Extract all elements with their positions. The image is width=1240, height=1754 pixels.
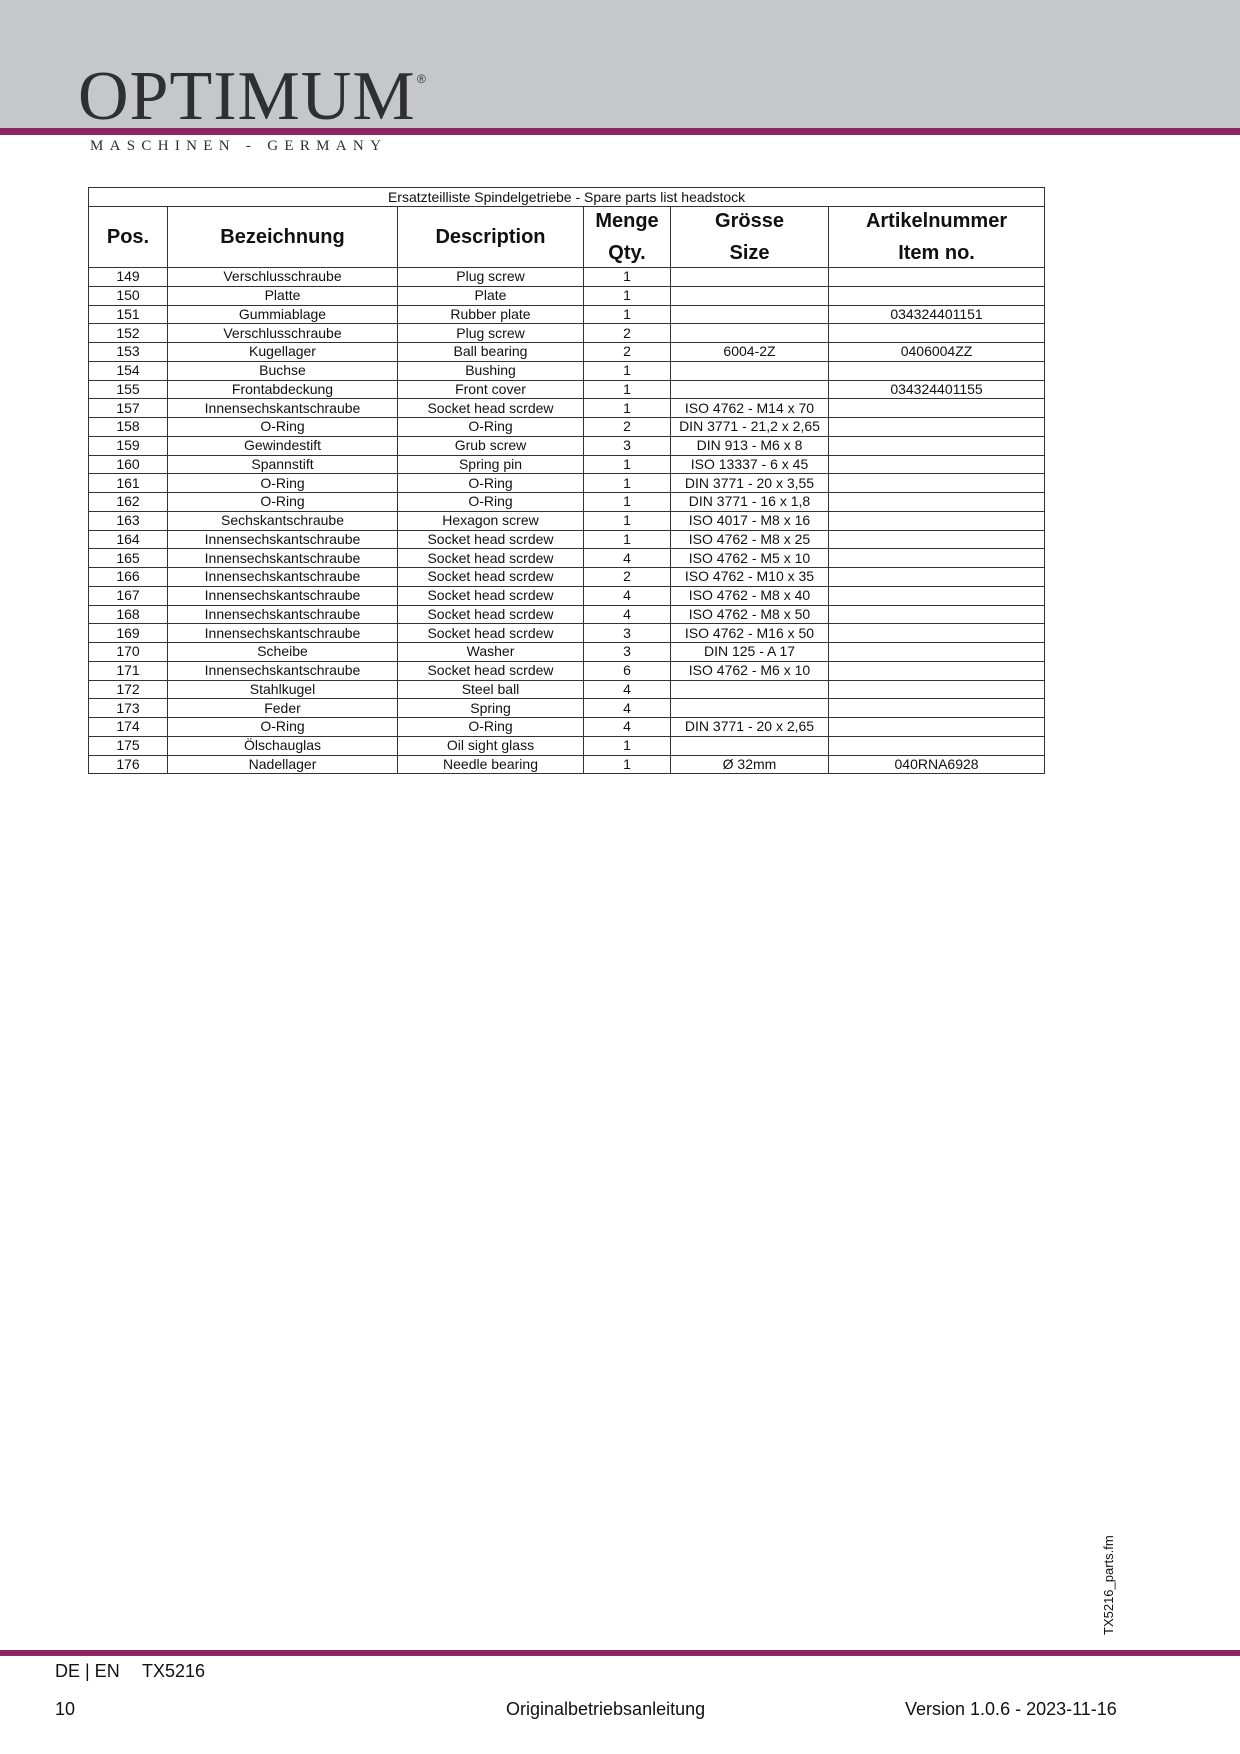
cell-size [671,699,829,718]
cell-item [829,530,1045,549]
cell-pos: 155 [89,380,168,399]
cell-bezeichnung: Gewindestift [168,436,398,455]
cell-bezeichnung: Buchse [168,361,398,380]
cell-qty: 1 [584,380,671,399]
header-item-number [829,207,1045,268]
footer-languages: DE | EN [55,1661,120,1681]
cell-size: ISO 4762 - M5 x 10 [671,549,829,568]
cell-qty: 2 [584,343,671,362]
cell-bezeichnung: Stahlkugel [168,680,398,699]
cell-item [829,643,1045,662]
cell-bezeichnung: Verschlusschraube [168,268,398,287]
cell-size: ISO 4762 - M14 x 70 [671,399,829,418]
cell-description: Socket head scrdew [398,549,584,568]
cell-description: O-Ring [398,493,584,512]
cell-item [829,268,1045,287]
table-row [89,455,1045,474]
cell-bezeichnung: Gummiablage [168,305,398,324]
cell-bezeichnung: O-Ring [168,474,398,493]
cell-qty: 2 [584,568,671,587]
cell-bezeichnung: O-Ring [168,493,398,512]
table-row [89,736,1045,755]
cell-item: 040RNA6928 [829,755,1045,774]
cell-item [829,680,1045,699]
cell-size: ISO 4762 - M8 x 40 [671,586,829,605]
cell-description: Washer [398,643,584,662]
table-row [89,661,1045,680]
cell-size: DIN 3771 - 21,2 x 2,65 [671,418,829,437]
cell-description: Spring pin [398,455,584,474]
header-size-en: Size [729,242,770,264]
cell-size: DIN 3771 - 20 x 2,65 [671,718,829,737]
cell-pos: 152 [89,324,168,343]
table-row [89,436,1045,455]
cell-pos: 167 [89,586,168,605]
cell-description: Socket head scrdew [398,399,584,418]
cell-size [671,361,829,380]
cell-description: O-Ring [398,718,584,737]
cell-pos: 154 [89,361,168,380]
cell-qty: 6 [584,661,671,680]
cell-bezeichnung: Frontabdeckung [168,380,398,399]
table-row [89,568,1045,587]
cell-size: ISO 4762 - M8 x 50 [671,605,829,624]
table-row [89,418,1045,437]
cell-pos: 166 [89,568,168,587]
cell-pos: 175 [89,736,168,755]
table-row [89,549,1045,568]
cell-bezeichnung: O-Ring [168,418,398,437]
cell-bezeichnung: Verschlusschraube [168,324,398,343]
cell-size: DIN 125 - A 17 [671,643,829,662]
header-pos: Pos. [89,207,168,268]
cell-size: ISO 4762 - M6 x 10 [671,661,829,680]
cell-bezeichnung: O-Ring [168,718,398,737]
cell-item [829,361,1045,380]
cell-size [671,736,829,755]
cell-size: ISO 13337 - 6 x 45 [671,455,829,474]
cell-item [829,474,1045,493]
cell-qty: 4 [584,605,671,624]
cell-item: 034324401151 [829,305,1045,324]
cell-item [829,699,1045,718]
file-name-label: TX5216_parts.fm [1101,1535,1116,1635]
cell-qty: 1 [584,511,671,530]
cell-description: Plug screw [398,324,584,343]
page-number: 10 [55,1699,76,1719]
cell-size: ISO 4762 - M10 x 35 [671,568,829,587]
table-row [89,305,1045,324]
cell-item [829,586,1045,605]
cell-qty: 4 [584,680,671,699]
cell-qty: 1 [584,474,671,493]
cell-item [829,493,1045,512]
cell-size [671,380,829,399]
table-row [89,699,1045,718]
cell-item [829,399,1045,418]
cell-size [671,286,829,305]
table-row [89,380,1045,399]
cell-pos: 168 [89,605,168,624]
cell-item [829,605,1045,624]
cell-pos: 171 [89,661,168,680]
cell-bezeichnung: Scheibe [168,643,398,662]
table-row [89,624,1045,643]
header-artikelnummer: Artikelnummer [865,210,1008,232]
header-quantity [584,207,671,268]
header-description: Description [398,207,584,268]
cell-description: Needle bearing [398,755,584,774]
cell-description: Front cover [398,380,584,399]
table-row [89,530,1045,549]
cell-pos: 163 [89,511,168,530]
cell-qty: 1 [584,286,671,305]
cell-size: DIN 3771 - 20 x 3,55 [671,474,829,493]
table-row [89,399,1045,418]
cell-pos: 170 [89,643,168,662]
cell-pos: 158 [89,418,168,437]
cell-pos: 159 [89,436,168,455]
cell-qty: 4 [584,718,671,737]
cell-pos: 162 [89,493,168,512]
footer-accent-rule [0,1650,1240,1656]
table-row [89,755,1045,774]
cell-bezeichnung: Innensechskantschraube [168,549,398,568]
cell-description: Bushing [398,361,584,380]
cell-description: Socket head scrdew [398,568,584,587]
cell-qty: 1 [584,399,671,418]
footer-document-type: Originalbetriebsanleitung [506,1699,706,1719]
table-row [89,680,1045,699]
table-row [89,324,1045,343]
cell-qty: 2 [584,324,671,343]
cell-qty: 3 [584,624,671,643]
cell-item [829,324,1045,343]
cell-item: 0406004ZZ [829,343,1045,362]
cell-size [671,305,829,324]
cell-qty: 3 [584,436,671,455]
cell-description: Steel ball [398,680,584,699]
cell-item [829,511,1045,530]
cell-size: Ø 32mm [671,755,829,774]
cell-qty: 1 [584,736,671,755]
cell-pos: 169 [89,624,168,643]
cell-item [829,568,1045,587]
table-row [89,361,1045,380]
cell-pos: 161 [89,474,168,493]
cell-description: Oil sight glass [398,736,584,755]
header-qty: Qty. [608,242,646,264]
cell-pos: 176 [89,755,168,774]
cell-item [829,286,1045,305]
cell-bezeichnung: Feder [168,699,398,718]
table-row [89,586,1045,605]
cell-description: Socket head scrdew [398,661,584,680]
cell-description: Socket head scrdew [398,605,584,624]
footer-version: Version 1.0.6 - 2023-11-16 [905,1699,1117,1719]
cell-item: 034324401155 [829,380,1045,399]
spare-parts-table [88,187,1045,774]
footer-model: TX5216 [142,1661,206,1681]
brand-tagline: MASCHINEN - GERMANY [90,138,388,154]
cell-pos: 172 [89,680,168,699]
cell-bezeichnung: Innensechskantschraube [168,605,398,624]
cell-item [829,624,1045,643]
cell-qty: 1 [584,493,671,512]
cell-description: Socket head scrdew [398,586,584,605]
cell-bezeichnung: Innensechskantschraube [168,568,398,587]
cell-description: Hexagon screw [398,511,584,530]
table-row [89,718,1045,737]
cell-bezeichnung: Innensechskantschraube [168,661,398,680]
cell-description: Socket head scrdew [398,530,584,549]
cell-bezeichnung: Nadellager [168,755,398,774]
cell-size: DIN 3771 - 16 x 1,8 [671,493,829,512]
table-body [89,268,1045,774]
cell-pos: 153 [89,343,168,362]
registered-mark: ® [417,72,426,86]
cell-pos: 173 [89,699,168,718]
cell-qty: 1 [584,305,671,324]
brand-logo: OPTIMUM [78,58,416,135]
cell-qty: 1 [584,530,671,549]
cell-bezeichnung: Innensechskantschraube [168,624,398,643]
header-item-no: Item no. [898,242,975,264]
cell-qty: 1 [584,268,671,287]
cell-bezeichnung: Spannstift [168,455,398,474]
cell-qty: 1 [584,755,671,774]
cell-size [671,268,829,287]
cell-pos: 164 [89,530,168,549]
cell-pos: 160 [89,455,168,474]
cell-description: Plate [398,286,584,305]
cell-description: Spring [398,699,584,718]
cell-item [829,418,1045,437]
cell-qty: 1 [584,455,671,474]
table-row [89,474,1045,493]
header-size [671,207,829,268]
cell-qty: 4 [584,699,671,718]
cell-qty: 3 [584,643,671,662]
table-row [89,493,1045,512]
table-row [89,511,1045,530]
cell-item [829,718,1045,737]
cell-item [829,736,1045,755]
cell-pos: 150 [89,286,168,305]
cell-pos: 165 [89,549,168,568]
header-menge: Menge [595,210,659,232]
cell-qty: 4 [584,549,671,568]
cell-size: 6004-2Z [671,343,829,362]
cell-description: Grub screw [398,436,584,455]
cell-size: DIN 913 - M6 x 8 [671,436,829,455]
header-bezeichnung: Bezeichnung [168,207,398,268]
cell-bezeichnung: Innensechskantschraube [168,530,398,549]
cell-size: ISO 4762 - M16 x 50 [671,624,829,643]
cell-description: Rubber plate [398,305,584,324]
cell-bezeichnung: Ölschauglas [168,736,398,755]
table-row [89,605,1045,624]
cell-pos: 157 [89,399,168,418]
table-row [89,643,1045,662]
cell-bezeichnung: Platte [168,286,398,305]
cell-pos: 151 [89,305,168,324]
cell-size: ISO 4762 - M8 x 25 [671,530,829,549]
cell-pos: 149 [89,268,168,287]
cell-qty: 2 [584,418,671,437]
cell-description: Socket head scrdew [398,624,584,643]
cell-item [829,436,1045,455]
cell-size: ISO 4017 - M8 x 16 [671,511,829,530]
table-row [89,343,1045,362]
table-row [89,268,1045,287]
table-caption: Ersatzteilliste Spindelgetriebe - Spare parts list headstock [89,188,1045,207]
cell-pos: 174 [89,718,168,737]
cell-description: O-Ring [398,418,584,437]
cell-item [829,455,1045,474]
cell-item [829,549,1045,568]
cell-bezeichnung: Innensechskantschraube [168,399,398,418]
cell-qty: 4 [584,586,671,605]
cell-qty: 1 [584,361,671,380]
cell-size [671,680,829,699]
cell-bezeichnung: Sechskantschraube [168,511,398,530]
cell-description: Ball bearing [398,343,584,362]
cell-description: O-Ring [398,474,584,493]
cell-item [829,661,1045,680]
cell-description: Plug screw [398,268,584,287]
cell-bezeichnung: Innensechskantschraube [168,586,398,605]
header-groesse: Grösse [715,210,784,232]
table-row [89,286,1045,305]
cell-bezeichnung: Kugellager [168,343,398,362]
cell-size [671,324,829,343]
